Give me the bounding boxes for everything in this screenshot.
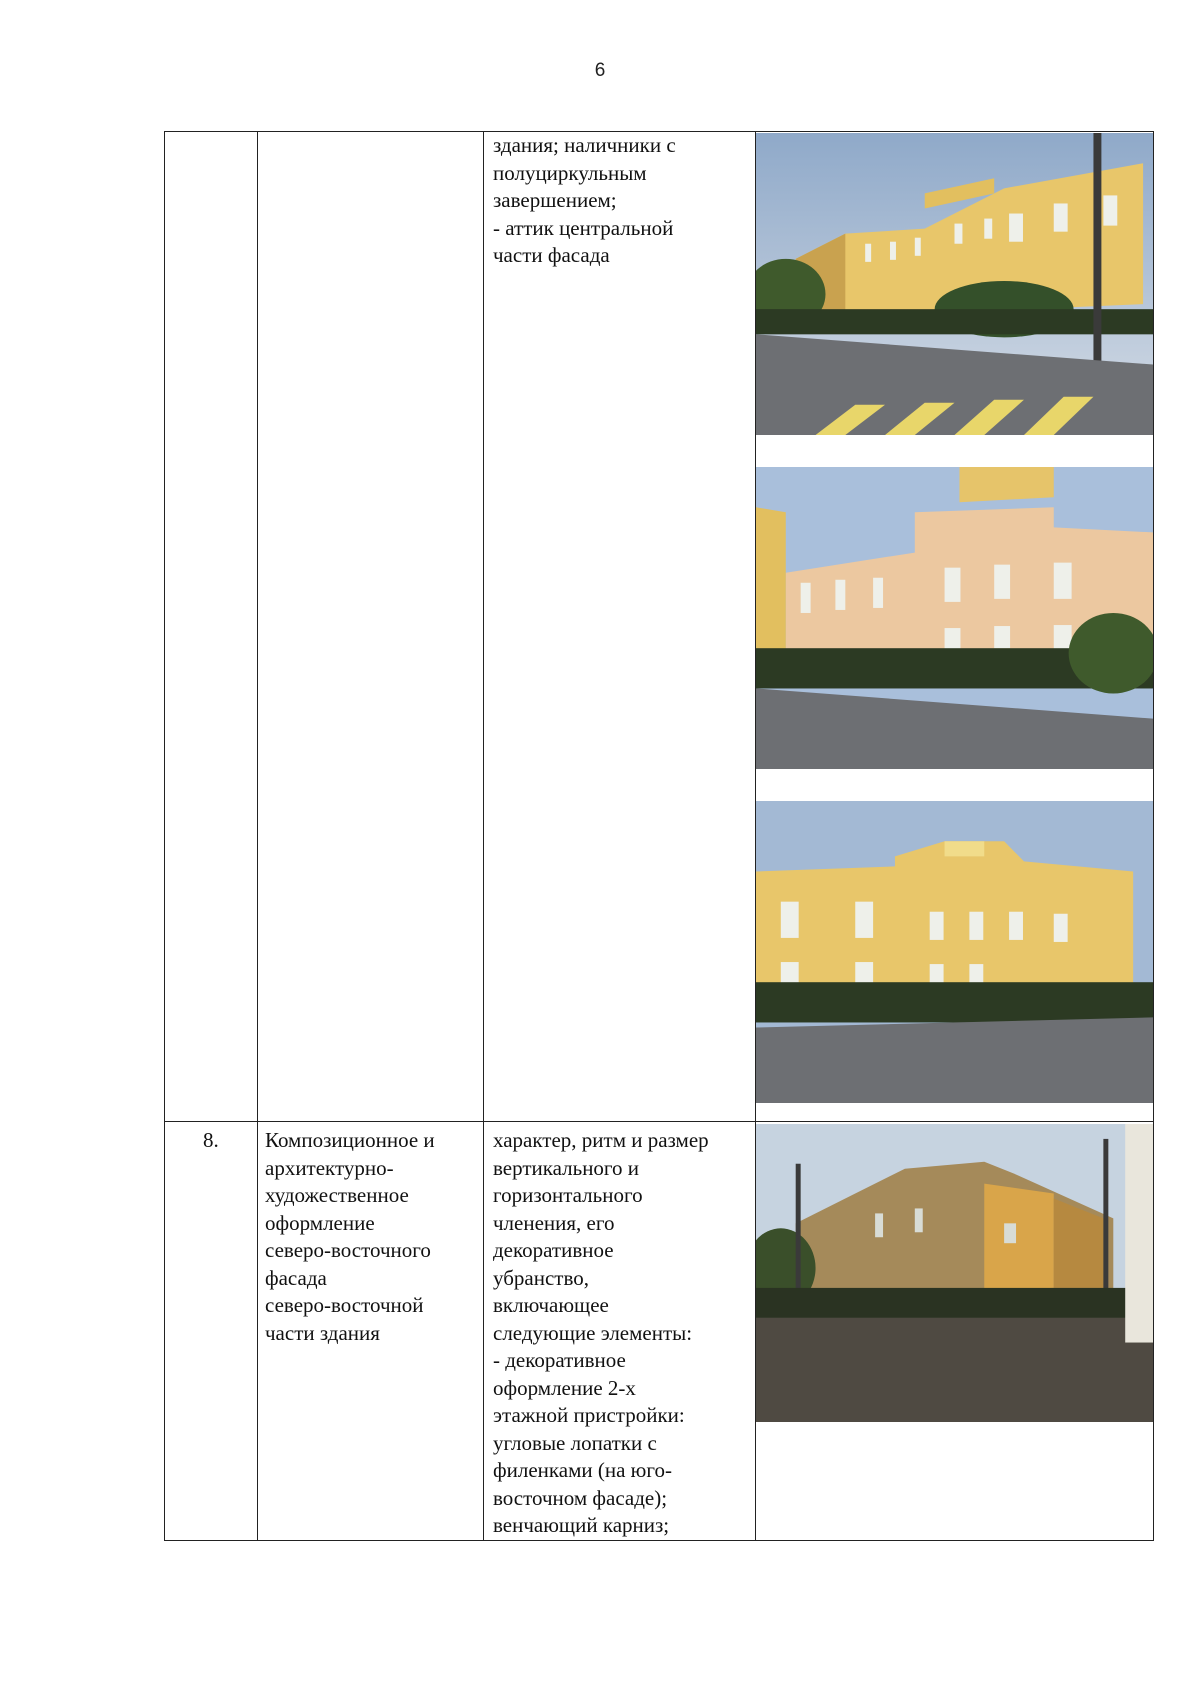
building-photo [756, 133, 1153, 435]
column-divider [257, 132, 258, 1121]
table-row [164, 131, 1154, 1121]
column-divider [483, 132, 484, 1121]
row-number: 8. [203, 1128, 219, 1152]
building-photo [756, 1124, 1153, 1422]
element-description: здания; наличники с полуциркульным завершением; - аттик центральной части фасада [493, 133, 676, 267]
building-photo [756, 801, 1153, 1103]
table-row [164, 1121, 1154, 1541]
page-number: 6 [594, 60, 606, 81]
column-divider [483, 1122, 484, 1540]
element-description: характер, ритм и размер вертикального и горизонтального членения, его декоративное убранство, включающее следующие элементы: - декоративное оформление 2-х этажной пристройки: угловые лопатки с филенками (на юго- восточном фасаде); венчающий карниз; [493, 1128, 709, 1537]
element-name: Композиционное и архитектурно- художественное оформление северо-восточного фасада северо-восточной части здания [265, 1128, 435, 1345]
building-photo [756, 467, 1153, 769]
column-divider [257, 1122, 258, 1540]
